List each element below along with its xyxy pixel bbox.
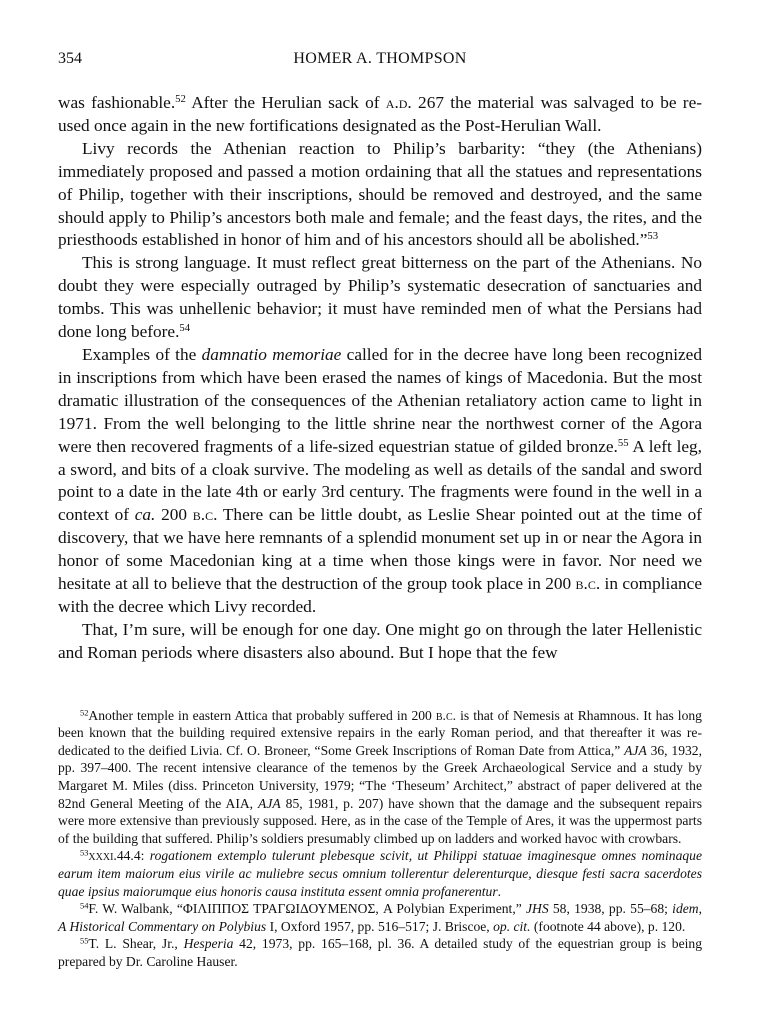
running-head: HOMER A. THOMPSON	[293, 50, 467, 67]
footnote-number: 53	[80, 847, 89, 858]
footnote-52: $^{52}$Another temple in eastern Attica that probably suffered in 200 b.c. is that of Nemesis at Rhamnous. It has long been known that the building required extensive repairs in the early Roman period, and that thereafter it was re-dedicated to the deified Livia. Cf. O. Broneer, “Some Greek Inscriptions of Roman Date from Attica,” AJA 36, 1932, pp. 397–400. The recent intensive clearance of the temenos by the Greek Archaeological Service and a study by Margaret M. Miles (diss. Princeton University, 1979; “The ‘Theseum’ Architect,” abstract of paper delivered at the 82nd General Meeting of the AIA, AJA 85, 1981, p. 207) have shown that the damage and the subsequent repairs were more extensive than previously supposed. Here, as in the case of the Temple of Ares, it was the uppermost parts of the building that suffered. Philip’s soldiers presumably climbed up on ladders and worked havoc with crowbars.	[58, 707, 702, 846]
page-number: 354	[58, 50, 82, 67]
footnote-54: $^{54}$F. W. Walbank, “ΦΙΛΙΠΠΟΣ ΤΡΑΓΩΙΔΟΥΜΕΝΟΣ, A Polybian Experiment,” JHS 58, 1938, pp. 55–68; idem, A Historical Commentary on Polybius I, Oxford 1957, pp. 516–517; J. Briscoe, op. cit. (footnote 44 above), p. 120.	[58, 900, 703, 934]
footnote-ref-52[interactable]: 52	[175, 93, 186, 106]
footnote-53: $^{53}$xxxi.44.4: rogationem extemplo tulerunt plebesque scivit, ut Philippi statuae imaginesque omnes nominaque earum item maiorum eius virile ac muliebre secus omnium tollerentur delerenturque, diesque festi sacra sacerdotes quae ipsius maiorumque eius honoris causa instituta essent omnia profanerentur.	[58, 847, 702, 899]
paragraph-3: This is strong language. It must reflect great bitterness on the part of the Athenians. No doubt they were especially outraged by Philip’s systematic desecration of sanctuaries and tombs. This was unhellenic behavior; it must have reminded men of what the Persians had done long before.$^{54}$	[58, 253, 702, 342]
footnote-ref-55[interactable]: 55	[617, 436, 629, 449]
page	[58, 50, 702, 971]
footnote-55: $^{55}$T. L. Shear, Jr., Hesperia 42, 1973, pp. 165–168, pl. 36. A detailed study of the equestrian group is being prepared by Dr. Caroline Hauser.	[58, 935, 702, 969]
footnote-ref-53[interactable]: 53	[647, 230, 659, 243]
paragraph-4: Examples of the damnatio memoriae called for in the decree have long been recognized in inscriptions from which have been erased the names of kings of Macedonia. But the most dramatic illustration of the consequences of the Athenian retaliatory action came to light in 1971. From the well belonging to the little shrine near the northwest corner of the Agora were then recovered fragments of a life-sized equestrian statue of gilded bronze.$^{55}$ A left leg, a sword, and bits of a cloak survive. The modeling as well as details of the sandal and sword point to a date in the late 4th or early 3rd century. The fragments were found in the well in a context of ca. 200 b.c. There can be little doubt, as Leslie Shear pointed out at the time of discovery, that we have here remnants of a splendid monument set up in or near the Agora in honor of some Macedonian king at a time when those kings were in favor. Nor need we hesitate at all to believe that the destruction of the group took place in 200 b.c. in compliance with the decree which Livy recorded.	[58, 344, 703, 616]
footnote-number: 54	[80, 900, 89, 911]
footnote-ref-54[interactable]: 54	[179, 322, 191, 335]
paragraph-1: was fashionable.$^{52}$ After the Herulian sack of a.d. 267 the material was salvaged to be re-used once again in the new fortifications designated as the Post-Herulian Wall.	[58, 93, 702, 135]
paragraph-2: Livy records the Athenian reaction to Philip’s barbarity: “they (the Athenians) immediately proposed and passed a motion ordaining that all the statues and representations of Philip, together with their inscriptions, should be removed and destroyed, and the same should apply to Philip’s ancestors both male and female; and the feast days, the rites, and the priesthoods established in honor of him and of his ancestors should all be abolished.”$^{53}$	[58, 138, 702, 250]
footnote-number: 55	[80, 935, 89, 946]
paragraph-5: That, I’m sure, will be enough for one day. One might go on through the later Hellenistic and Roman periods where disasters also abound. But I hope that the few	[58, 619, 702, 662]
footnotes	[58, 707, 702, 971]
body-text	[58, 92, 702, 665]
page-header	[58, 50, 702, 78]
footnote-number: 52	[80, 707, 89, 718]
